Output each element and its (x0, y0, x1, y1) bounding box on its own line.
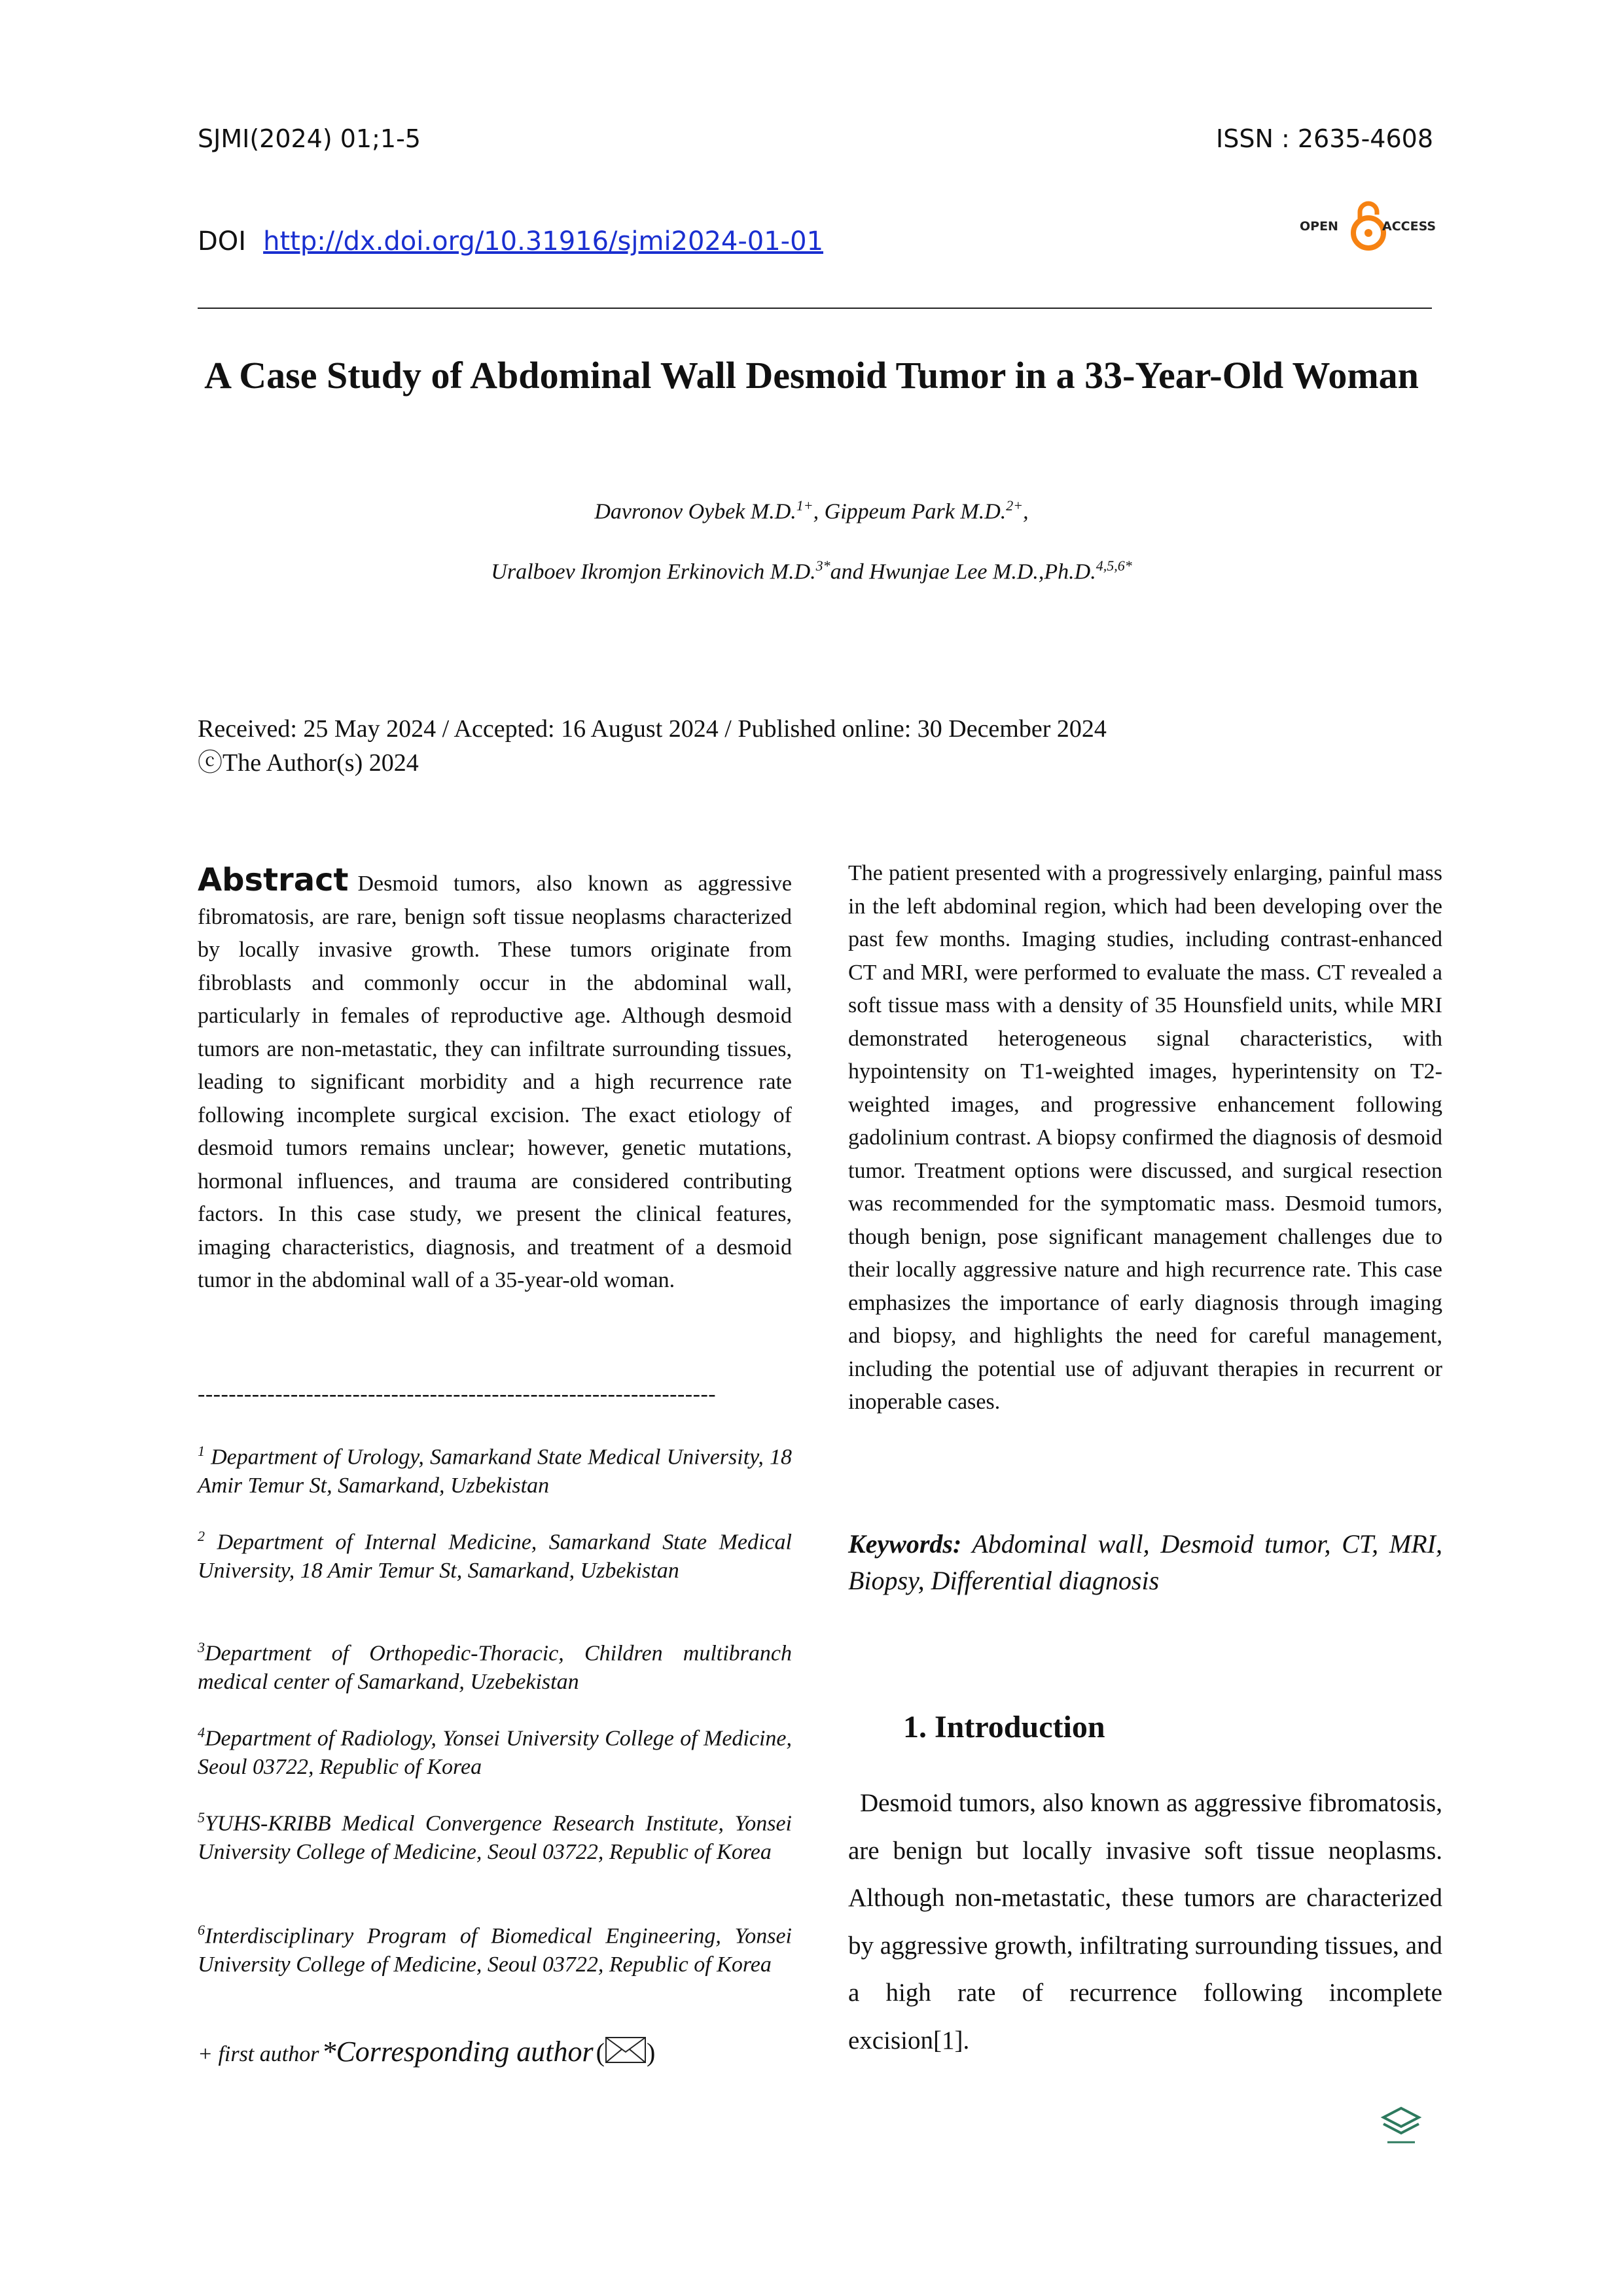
affiliation-sup: 6 (198, 1922, 205, 1938)
keywords-text: Abdominal wall, Desmoid tumor, CT, MRI, Biopsy, Differential diagnosis (848, 1529, 1442, 1595)
affiliation-text: YUHS-KRIBB Medical Convergence Research Institute, Yonsei University College of Medicine, Seoul 03722, Republic of Korea (198, 1811, 792, 1865)
copyright-line: ⓒThe Author(s) 2024 (198, 749, 419, 777)
dates-line: Received: 25 May 2024 / Accepted: 16 August 2024 / Published online: 30 December 2024 (198, 715, 1107, 743)
doi-row (198, 226, 823, 256)
doi-label: DOI (198, 226, 247, 256)
paper-title: A Case Study of Abdominal Wall Desmoid Tumor in a 33-Year-Old Woman (204, 354, 1419, 397)
corresponding-author-note: *Corresponding author (321, 2036, 594, 2068)
section-heading-introduction: 1. Introduction (903, 1710, 1105, 1744)
issn: ISSN : 2635-4608 (1216, 124, 1433, 153)
open-access-open-text: OPEN (1300, 219, 1338, 234)
author-name: and Hwunjae Lee M.D.,Ph.D. (830, 559, 1096, 584)
authors-line-1 (0, 497, 1623, 524)
author-note (198, 2035, 655, 2068)
affiliation-text: Department of Radiology, Yonsei University College of Medicine, Seoul 03722, Republic of Korea (198, 1726, 792, 1780)
affiliation-sup: 2 (198, 1528, 205, 1544)
paren-open: ( (596, 2038, 605, 2067)
affiliation-6 (198, 1916, 792, 1979)
keywords-label: Keywords: (848, 1529, 962, 1559)
keywords (848, 1526, 1442, 1599)
open-access-lock-icon (1300, 196, 1437, 255)
author-name: , Gippeum Park M.D. (813, 499, 1007, 524)
doi-link[interactable]: http://dx.doi.org/10.31916/sjmi2024-01-01 (263, 226, 824, 256)
abstract-text-left: Desmoid tumors, also known as aggressive fibromatosis, are rare, benign soft tissue neoplasms characterized by locally invasive growth. These tumors originate from fibroblasts and commonly occur in the abdominal wall, particularly in females of reproductive age. Although desmoid tumors are non-metastatic, they can infiltrate surrounding tissues, leading to significant morbidity and a high recurrence rate following incomplete surgical excision. The exact etiology of desmoid tumors remains unclear; however, genetic mutations, hormonal influences, and trauma are considered contributing factors. In this case study, we present the clinical features, imaging characteristics, diagnosis, and treatment of a desmoid tumor in the abdominal wall of a 35-year-old woman. (198, 872, 792, 1292)
author-sup: 3* (815, 557, 830, 574)
footnote-separator: ------------------------------------------------------------------- (198, 1382, 717, 1406)
author-separator: , (1023, 499, 1029, 524)
affiliation-text: Department of Internal Medicine, Samarkand State Medical University, 18 Amir Temur St, Samarkand, Uzbekistan (198, 1530, 792, 1583)
affiliation-4 (198, 1718, 792, 1782)
introduction-text (848, 1780, 1442, 2064)
abstract-right: The patient presented with a progressively enlarging, painful mass in the left abdominal region, which had been developing over the past few months. Imaging studies, including contrast-enhanced CT and MRI, were performed to evaluate the mass. CT revealed a soft tissue mass with a density of 35 Hounsfield units, while MRI demonstrated heterogeneous signal characteristics, with hypointensity on T1-weighted images, hyperintensity on T2-weighted images, and progressive enhancement following gadolinium contrast. A biopsy confirmed the diagnosis of desmoid tumor. Treatment options were discussed, and surgical resection was recommended for the symptomatic mass. Desmoid tumors, though benign, pose significant management challenges due to their locally aggressive nature and high recurrence rate. This case emphasizes the importance of early diagnosis through imaging and biopsy, and highlights the need for careful management, including the potential use of adjuvant therapies in recurrent or inoperable cases. (848, 861, 1442, 1414)
affiliation-text: Department of Urology, Samarkand State Medical University, 18 Amir Temur St, Samarkand, Uzbekistan (198, 1445, 792, 1498)
introduction-paragraph: Desmoid tumors, also known as aggressive fibromatosis, are benign but locally invasive soft tissue neoplasms. Although non-metastatic, these tumors are characterized by aggressive growth, infiltrating surrounding tissues, and a high rate of recurrence following incomplete excision[1]. (848, 1789, 1442, 2055)
affiliation-3 (198, 1633, 792, 1697)
affiliation-text: Interdisciplinary Program of Biomedical Engineering, Yonsei University College of Medicine, Seoul 03722, Republic of Korea (198, 1924, 792, 1977)
paren-close: ) (646, 2038, 656, 2067)
abstract-heading: Abstract (198, 862, 349, 898)
first-author-note: + first author (198, 2042, 319, 2066)
author-name: Uralboev Ikromjon Erkinovich M.D. (491, 559, 816, 584)
abstract-left (198, 864, 792, 1298)
affiliation-1 (198, 1437, 792, 1500)
affiliation-sup: 4 (198, 1724, 205, 1740)
author-sup: 2+ (1006, 497, 1024, 514)
affiliation-sup: 5 (198, 1809, 205, 1826)
affiliation-2 (198, 1522, 792, 1585)
affiliation-sup: 3 (198, 1639, 205, 1655)
author-name: Davronov Oybek M.D. (594, 499, 796, 524)
header-rule (198, 308, 1432, 309)
authors-line-2 (0, 557, 1623, 584)
envelope-icon[interactable] (605, 2036, 647, 2064)
author-sup: 1+ (796, 497, 813, 514)
journal-reference: SJMI(2024) 01;1-5 (198, 124, 421, 153)
affiliation-5 (198, 1803, 792, 1867)
author-sup: 4,5,6* (1096, 557, 1132, 574)
affiliation-text: Department of Orthopedic-Thoracic, Children multibranch medical center of Samarkand, Uzebekistan (198, 1641, 792, 1695)
publisher-layers-icon (1378, 2104, 1424, 2150)
affiliation-sup: 1 (198, 1443, 205, 1459)
publication-dates (198, 712, 1107, 780)
open-access-access-text: ACCESS (1382, 219, 1436, 234)
